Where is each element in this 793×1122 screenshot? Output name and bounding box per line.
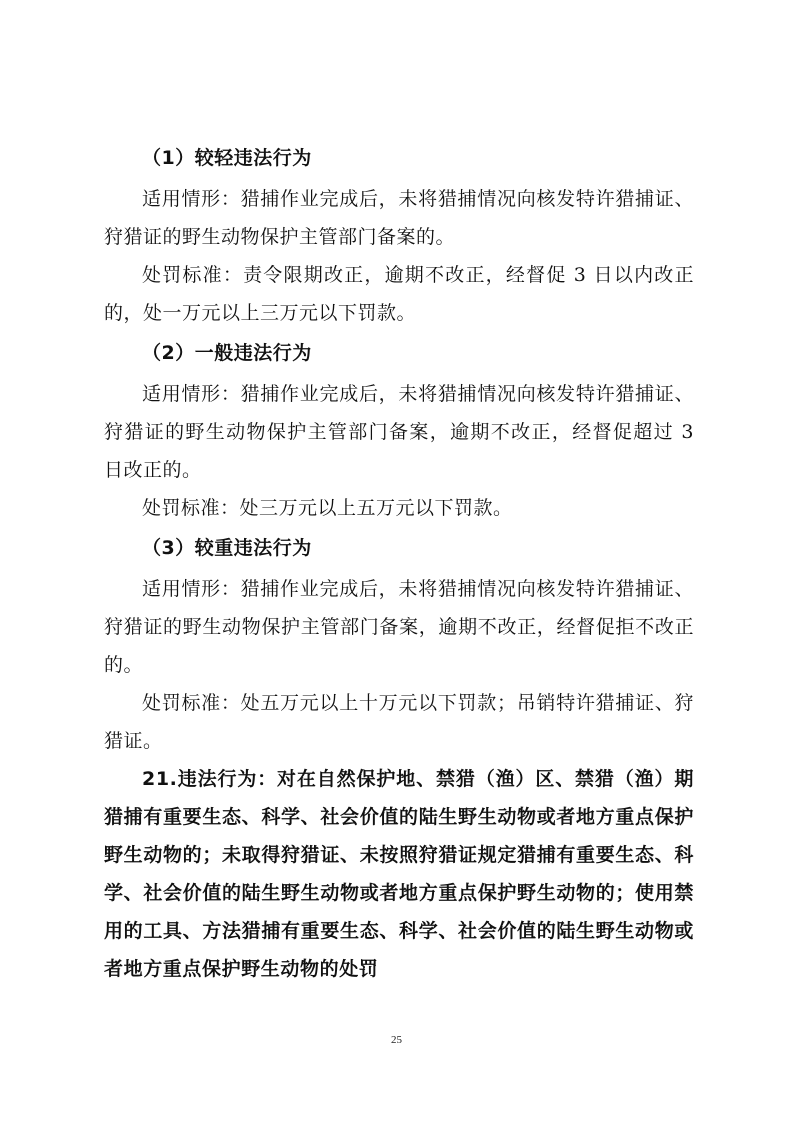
section-heading-serious: （3）较重违法行为	[142, 537, 312, 559]
applicable-situation-general: 适用情形：猎捕作业完成后，未将猎捕情况向核发特许猎捕证、狩猎证的野生动物保护主管部门备案，逾期不改正，经督促超过 3 日改正的。	[104, 383, 694, 481]
penalty-standard-general: 处罚标准：处三万元以上五万元以下罚款。	[142, 497, 513, 519]
page-number: 25	[391, 1034, 402, 1046]
article-21-heading: 21.违法行为：对在自然保护地、禁猎（渔）区、禁猎（渔）期猎捕有重要生态、科学、社会价值的陆生野生动物或者地方重点保护野生动物的；未取得狩猎证、未按照狩猎证规定猎捕有重要生态、科学、社会价值的陆生野生动物或者地方重点保护野生动物的；使用禁用的工具、方法猎捕有重要生态、科学、社会价值的陆生野生动物或者地方重点保护野生动物的处罚	[104, 768, 694, 980]
penalty-standard-minor: 处罚标准：责令限期改正，逾期不改正，经督促 3 日以内改正的，处一万元以上三万元以下罚款。	[104, 264, 694, 324]
section-heading-general: （2）一般违法行为	[142, 342, 312, 364]
applicable-situation-serious: 适用情形：猎捕作业完成后，未将猎捕情况向核发特许猎捕证、狩猎证的野生动物保护主管部门备案，逾期不改正，经督促拒不改正的。	[104, 578, 694, 676]
page-content	[104, 137, 694, 988]
section-heading-minor: （1）较轻违法行为	[142, 147, 312, 169]
penalty-standard-serious: 处罚标准：处五万元以上十万元以下罚款；吊销特许猎捕证、狩猎证。	[104, 692, 694, 752]
applicable-situation-minor: 适用情形：猎捕作业完成后，未将猎捕情况向核发特许猎捕证、狩猎证的野生动物保护主管部门备案的。	[104, 188, 694, 248]
